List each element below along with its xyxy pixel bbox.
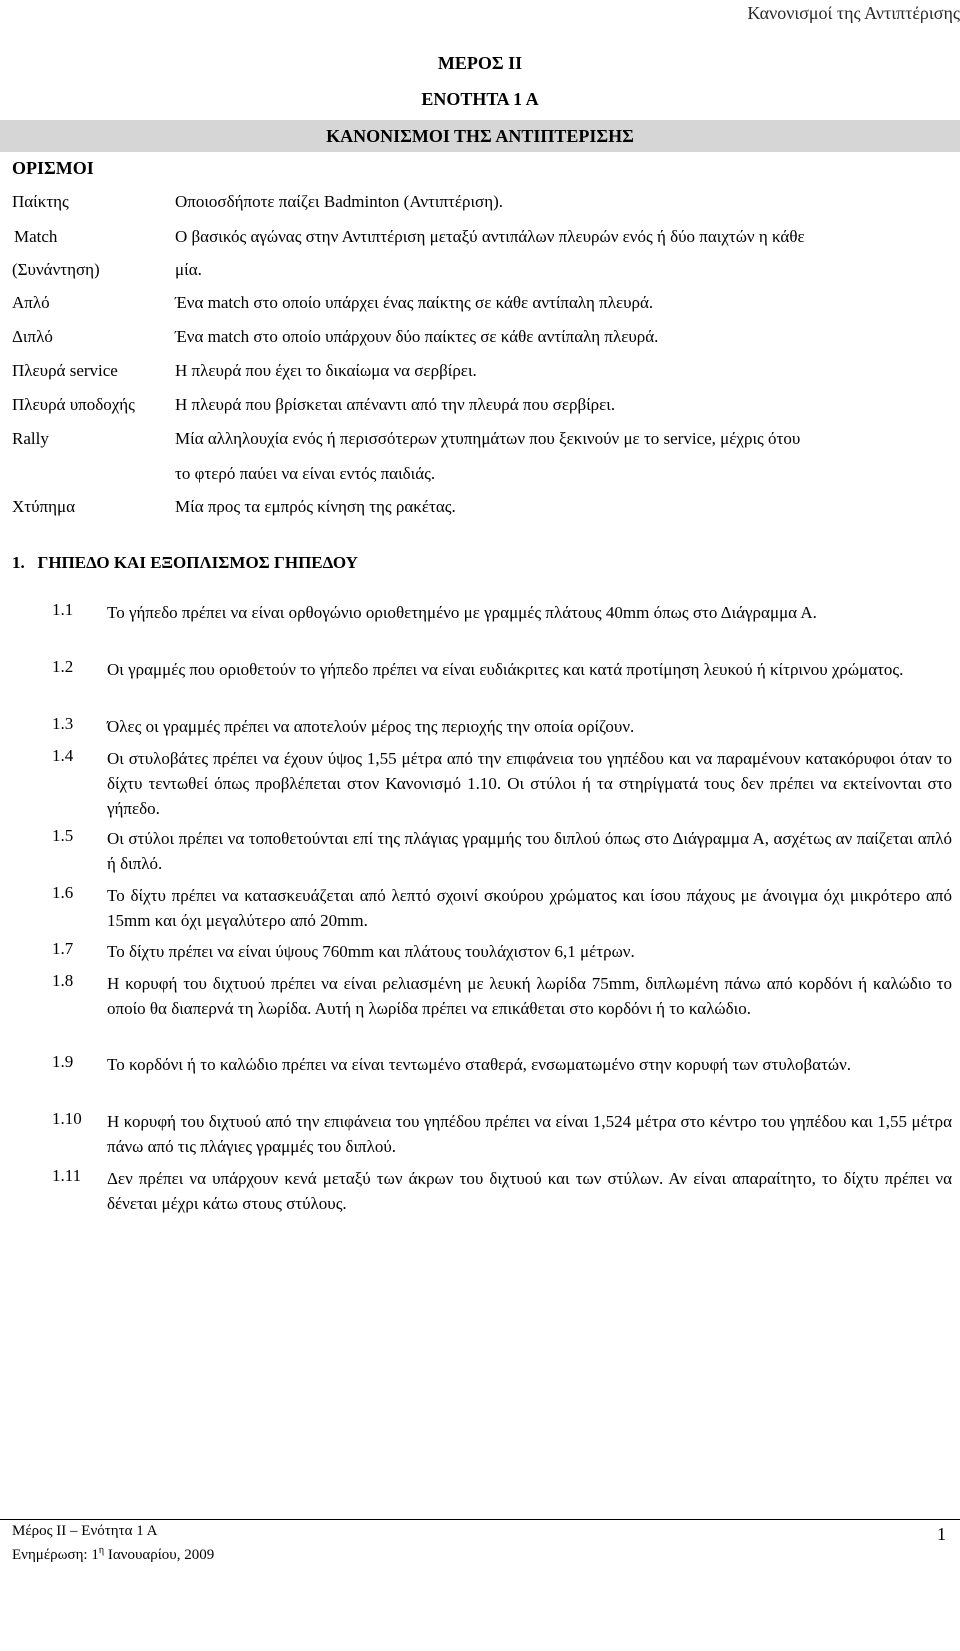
definition-term: Χτύπημα (12, 497, 76, 516)
rule-number: 1.4 (52, 746, 74, 765)
definition-text: Μία αλληλουχία ενός ή περισσότερων χτυπημάτων που ξεκινούν με το service, μέχρις ότου (175, 429, 801, 448)
rule-text: Οι γραμμές που οριοθετούν το γήπεδο πρέπει να είναι ευδιάκριτες και κατά προτίμηση λευκού ή κίτρινου χρώματος. (107, 660, 904, 679)
rule-number: 1.10 (52, 1109, 82, 1128)
definition-text: Μία προς τα εμπρός κίνηση της ρακέτας. (175, 497, 456, 516)
definition-term: Match (14, 227, 58, 246)
definitions-heading: ΟΡΙΣΜΟΙ (12, 158, 94, 178)
definition-term: Πλευρά υποδοχής (12, 395, 135, 414)
rule-text: Το κορδόνι ή το καλώδιο πρέπει να είναι τεντωμένο σταθερά, ενσωματωμένο στην κορυφή των στυλοβατών. (107, 1055, 852, 1074)
definition-text: Ένα match στο οποίο υπάρχουν δύο παίκτες σε κάθε αντίπαλη πλευρά. (175, 327, 659, 346)
definition-term: Παίκτης (12, 192, 69, 211)
page-number: 1 (937, 1524, 946, 1544)
definition-text: Η πλευρά που έχει το δικαίωμα να σερβίρει. (175, 361, 477, 380)
definition-text: Οποιοσδήποτε παίζει Badminton (Αντιπτέριση). (175, 192, 504, 211)
definition-text: το φτερό παύει να είναι εντός παιδιάς. (175, 464, 436, 483)
definition-text: μία. (175, 260, 202, 279)
definition-term: (Συνάντηση) (12, 260, 100, 279)
rule-number: 1.1 (52, 600, 74, 619)
rule-number: 1.6 (52, 883, 74, 902)
footer-divider (0, 1519, 960, 1520)
rule-number: 1.11 (52, 1166, 82, 1185)
definition-term: Πλευρά service (12, 361, 118, 380)
definition-text: Ο βασικός αγώνας στην Αντιπτέριση μεταξύ αντιπάλων πλευρών ενός ή δύο παιχτών η κάθε (175, 227, 805, 246)
footer-update-suffix: Ιανουαρίου, 2009 (104, 1547, 215, 1563)
rule-text: Οι στυλοβάτες πρέπει να έχουν ύψος 1,55 μέτρα από την επιφάνεια του γηπέδου και να παραμένουν κατακόρυφοι όταν το δίχτυ τεντωθεί όπως προβλέπεται στον Κανονισμό 1.10. Οι στύλοι ή τα στηρίγματά τους δεν πρέπει να εκτείνονται στο γήπεδο. (107, 749, 952, 818)
rule-text: Το δίχτυ πρέπει να είναι ύψους 760mm και πλάτους τουλάχιστον 6,1 μέτρων. (107, 942, 635, 961)
footer-section-label: Μέρος ΙΙ – Ενότητα 1 Α (12, 1523, 158, 1539)
unit-title: ΕΝΟΤΗΤΑ 1 Α (421, 89, 539, 109)
footer-update-superscript: η (98, 1545, 105, 1556)
definition-term: Απλό (12, 293, 50, 312)
rule-text: Δεν πρέπει να υπάρχουν κενά μεταξύ των άκρων του διχτυού και των στύλων. Αν είναι απαραίτητο, το δίχτυ πρέπει να δένεται μέχρι κάτω στους στύλους. (107, 1169, 952, 1213)
rule-number: 1.2 (52, 657, 74, 676)
definition-term: Διπλό (12, 327, 53, 346)
rule-text: Όλες οι γραμμές πρέπει να αποτελούν μέρος της περιοχής την οποία ορίζουν. (107, 717, 635, 736)
rule-number: 1.3 (52, 714, 74, 733)
rule-number: 1.7 (52, 939, 74, 958)
rule-text: Οι στύλοι πρέπει να τοποθετούνται επί της πλάγιας γραμμής του διπλού όπως στο Διάγραμμα Α, ασχέτως αν παίζεται απλό ή διπλό. (107, 829, 952, 873)
rule-number: 1.8 (52, 971, 74, 990)
rule-text: Το δίχτυ πρέπει να κατασκευάζεται από λεπτό σχοινί σκούρου χρώματος και ίσου πάχους με άνοιγμα όχι μικρότερο από 15mm και όχι μεγαλύτερο από 20mm. (107, 886, 952, 930)
footer-update-prefix: Ενημέρωση: 1 (12, 1547, 99, 1563)
part-title: ΜΕΡΟΣ ΙΙ (437, 53, 523, 73)
rule-text: Η κορυφή του διχτυού πρέπει να είναι ρελιασμένη με λευκή λωρίδα 75mm, διπλωμένη πάνω από κορδόνι ή καλώδιο το οποίο θα διαπερνά τη λωρίδα. Αυτή η λωρίδα πρέπει να επικάθεται στο κορδόνι ή το καλώδιο. (107, 974, 952, 1018)
rule-number: 1.5 (52, 826, 74, 845)
definition-term: Rally (12, 429, 49, 448)
definition-text: Ένα match στο οποίο υπάρχει ένας παίκτης σε κάθε αντίπαλη πλευρά. (175, 293, 654, 312)
definition-text: Η πλευρά που βρίσκεται απέναντι από την πλευρά που σερβίρει. (175, 395, 616, 414)
rule-text: Το γήπεδο πρέπει να είναι ορθογώνιο οριοθετημένο με γραμμές πλάτους 40mm όπως στο Διάγραμμα Α. (107, 603, 817, 622)
footer-update-date (12, 1545, 214, 1564)
section-heading: 1. ΓΗΠΕΔΟ ΚΑΙ ΕΞΟΠΛΙΣΜΟΣ ΓΗΠΕΔΟΥ (12, 553, 358, 572)
rule-text: Η κορυφή του διχτυού από την επιφάνεια του γηπέδου πρέπει να είναι 1,524 μέτρα στο κέντρο του γηπέδου και 1,55 μέτρα πάνω από τις πλάγιες γραμμές του διπλού. (107, 1112, 952, 1156)
rules-banner: ΚΑΝΟΝΙΣΜΟΙ ΤΗΣ ΑΝΤΙΠΤΕΡΙΣΗΣ (0, 120, 960, 152)
running-header-title: Κανονισμοί της Αντιπτέρισης (747, 3, 960, 23)
rule-number: 1.9 (52, 1052, 74, 1071)
